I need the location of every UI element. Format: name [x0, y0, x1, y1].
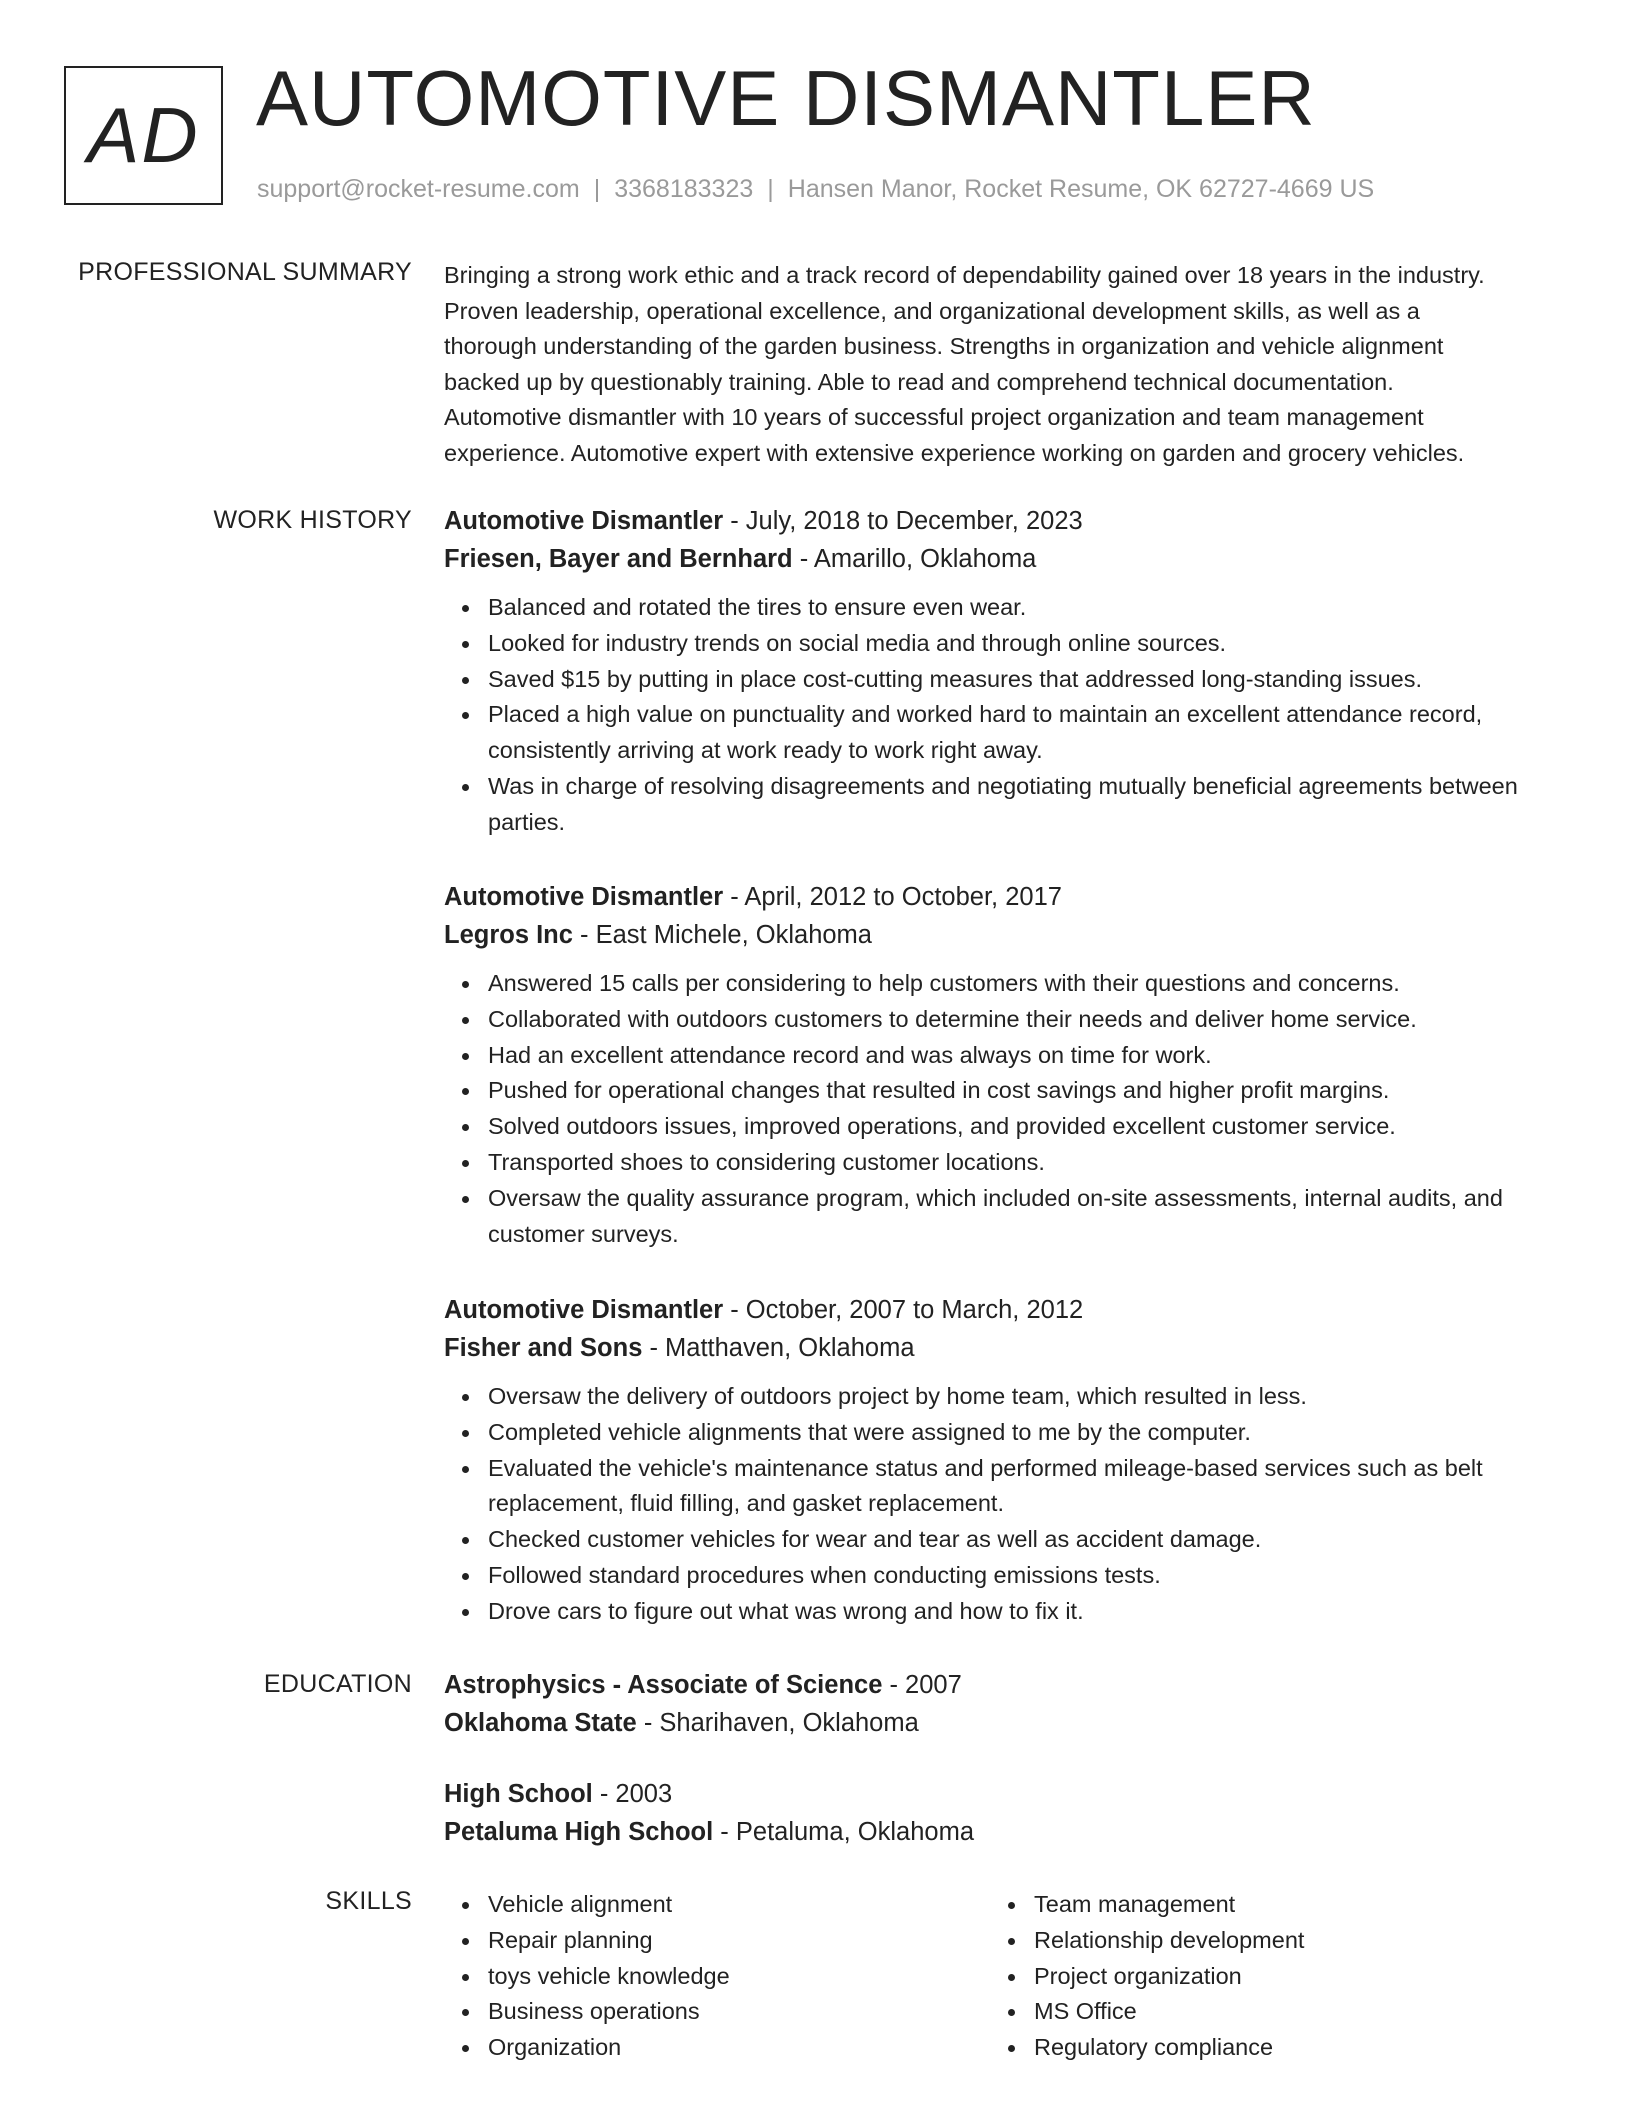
job-dates: - October, 2007 to March, 2012: [723, 1296, 1084, 1324]
job-dates: - April, 2012 to October, 2017: [723, 883, 1062, 911]
list-item: Evaluated the vehicle's maintenance status and performed mileage-based services such as belt replacement, fluid filling, and gasket replacement.: [488, 1451, 1564, 1523]
skills-list: [990, 1887, 1304, 2066]
skill-item: Relationship development: [1034, 1923, 1304, 1959]
job-title-line: [444, 502, 1564, 540]
company-location: - Matthaven, Oklahoma: [642, 1334, 915, 1362]
school-name: Petaluma High School: [444, 1818, 714, 1846]
list-item: Drove cars to figure out what was wrong and how to fix it.: [488, 1594, 1564, 1630]
list-item: Completed vehicle alignments that were assigned to me by the computer.: [488, 1415, 1564, 1451]
job-bullets: [444, 590, 1564, 841]
summary-line: Proven leadership, operational excellence, and organizational development skills, as well as a: [444, 297, 1420, 324]
list-item: Had an excellent attendance record and was always on time for work.: [488, 1038, 1564, 1074]
job-company-line: [444, 1329, 1564, 1367]
job-title-line: [444, 878, 1564, 916]
list-item: Looked for industry trends on social media and through online sources.: [488, 626, 1564, 662]
summary-line: experience. Automotive expert with extensive experience working on garden and grocery vehicles.: [444, 439, 1465, 466]
list-item: Pushed for operational changes that resulted in cost savings and higher profit margins.: [488, 1073, 1564, 1109]
job-entry: [444, 878, 1564, 1252]
list-item: Balanced and rotated the tires to ensure even wear.: [488, 590, 1564, 626]
job-entry: [444, 502, 1564, 841]
skills-list: [444, 1887, 730, 2066]
list-item: Oversaw the delivery of outdoors project by home team, which resulted in less.: [488, 1379, 1564, 1415]
candidate-name: AUTOMOTIVE DISMANTLER: [256, 54, 1316, 142]
summary-line: Automotive dismantler with 10 years of successful project organization and team management: [444, 404, 1424, 430]
skills-column-right: [990, 1887, 1304, 2066]
company-name: Fisher and Sons: [444, 1334, 643, 1362]
list-item: Saved $15 by putting in place cost-cutting measures that addressed long-standing issues.: [488, 662, 1564, 698]
job-company-line: [444, 540, 1564, 578]
job-company-line: [444, 916, 1564, 954]
list-item: Transported shoes to considering customer locations.: [488, 1145, 1564, 1181]
skill-item: Project organization: [1034, 1959, 1304, 1995]
degree-name: Astrophysics - Associate of Science: [444, 1671, 883, 1699]
contact-line: [257, 175, 1374, 204]
list-item: Solved outdoors issues, improved operations, and provided excellent customer service.: [488, 1109, 1564, 1145]
job-title: Automotive Dismantler: [444, 507, 724, 535]
skill-item: MS Office: [1034, 1994, 1304, 2030]
skill-item: Repair planning: [488, 1923, 730, 1959]
skill-item: Organization: [488, 2030, 730, 2066]
section-heading: WORK HISTORY: [213, 506, 412, 534]
school-name: Oklahoma State: [444, 1709, 637, 1737]
job-bullets: [444, 966, 1564, 1252]
school-line: [444, 1704, 1564, 1742]
company-location: - Amarillo, Oklahoma: [792, 545, 1037, 573]
skill-item: Vehicle alignment: [488, 1887, 730, 1923]
section-heading: EDUCATION: [263, 1670, 412, 1698]
list-item: Answered 15 calls per considering to help customers with their questions and concerns.: [488, 966, 1564, 1002]
job-dates: - July, 2018 to December, 2023: [723, 507, 1083, 535]
degree-name: High School: [444, 1780, 593, 1808]
separator: |: [767, 175, 774, 203]
summary-text: [444, 258, 1564, 471]
list-item: Checked customer vehicles for wear and tear as well as accident damage.: [488, 1522, 1564, 1558]
summary-line: Bringing a strong work ethic and a track record of dependability gained over 18 years in the industry.: [444, 262, 1485, 288]
job-title: Automotive Dismantler: [444, 883, 724, 911]
company-name: Legros Inc: [444, 921, 573, 949]
summary-line: backed up by questionably training. Able to read and comprehend technical documentation.: [444, 368, 1394, 395]
job-entry: [444, 1291, 1564, 1630]
company-name: Friesen, Bayer and Bernhard: [444, 545, 793, 573]
list-item: Collaborated with outdoors customers to determine their needs and deliver home service.: [488, 1002, 1564, 1038]
monogram-logo: AD: [64, 66, 223, 205]
job-bullets: [444, 1379, 1564, 1630]
degree-line: [444, 1666, 1564, 1704]
section-heading: PROFESSIONAL SUMMARY: [78, 258, 412, 286]
school-location: - Sharihaven, Oklahoma: [636, 1709, 919, 1737]
phone-text: 3368183323: [614, 175, 754, 203]
section-heading: SKILLS: [325, 1887, 412, 1915]
email-text: support@rocket-resume.com: [257, 175, 580, 203]
list-item: Was in charge of resolving disagreements and negotiating mutually beneficial agreements between parties.: [488, 769, 1564, 841]
school-location: - Petaluma, Oklahoma: [713, 1818, 974, 1846]
company-location: - East Michele, Oklahoma: [572, 921, 872, 949]
summary-line: thorough understanding of the garden business. Strengths in organization and vehicle alignment: [444, 333, 1444, 359]
job-title-line: [444, 1291, 1564, 1329]
skill-item: Team management: [1034, 1887, 1304, 1923]
education-entry: [444, 1775, 1564, 1851]
degree-year: - 2003: [592, 1780, 673, 1808]
degree-year: - 2007: [882, 1671, 962, 1699]
education-entry: [444, 1666, 1564, 1742]
separator: |: [593, 175, 601, 203]
skills-column-left: [444, 1887, 730, 2066]
job-title: Automotive Dismantler: [444, 1296, 724, 1324]
skill-item: Regulatory compliance: [1034, 2030, 1304, 2066]
list-item: Oversaw the quality assurance program, which included on-site assessments, internal audits, and customer surveys.: [488, 1181, 1564, 1253]
skill-item: Business operations: [488, 1994, 730, 2030]
list-item: Followed standard procedures when conducting emissions tests.: [488, 1558, 1564, 1594]
address-text: Hansen Manor, Rocket Resume, OK 62727-4669 US: [787, 175, 1375, 203]
school-line: [444, 1813, 1564, 1851]
degree-line: [444, 1775, 1564, 1813]
skill-item: toys vehicle knowledge: [488, 1959, 730, 1995]
list-item: Placed a high value on punctuality and worked hard to maintain an excellent attendance record, consistently arriving at work ready to work right away.: [488, 697, 1564, 769]
